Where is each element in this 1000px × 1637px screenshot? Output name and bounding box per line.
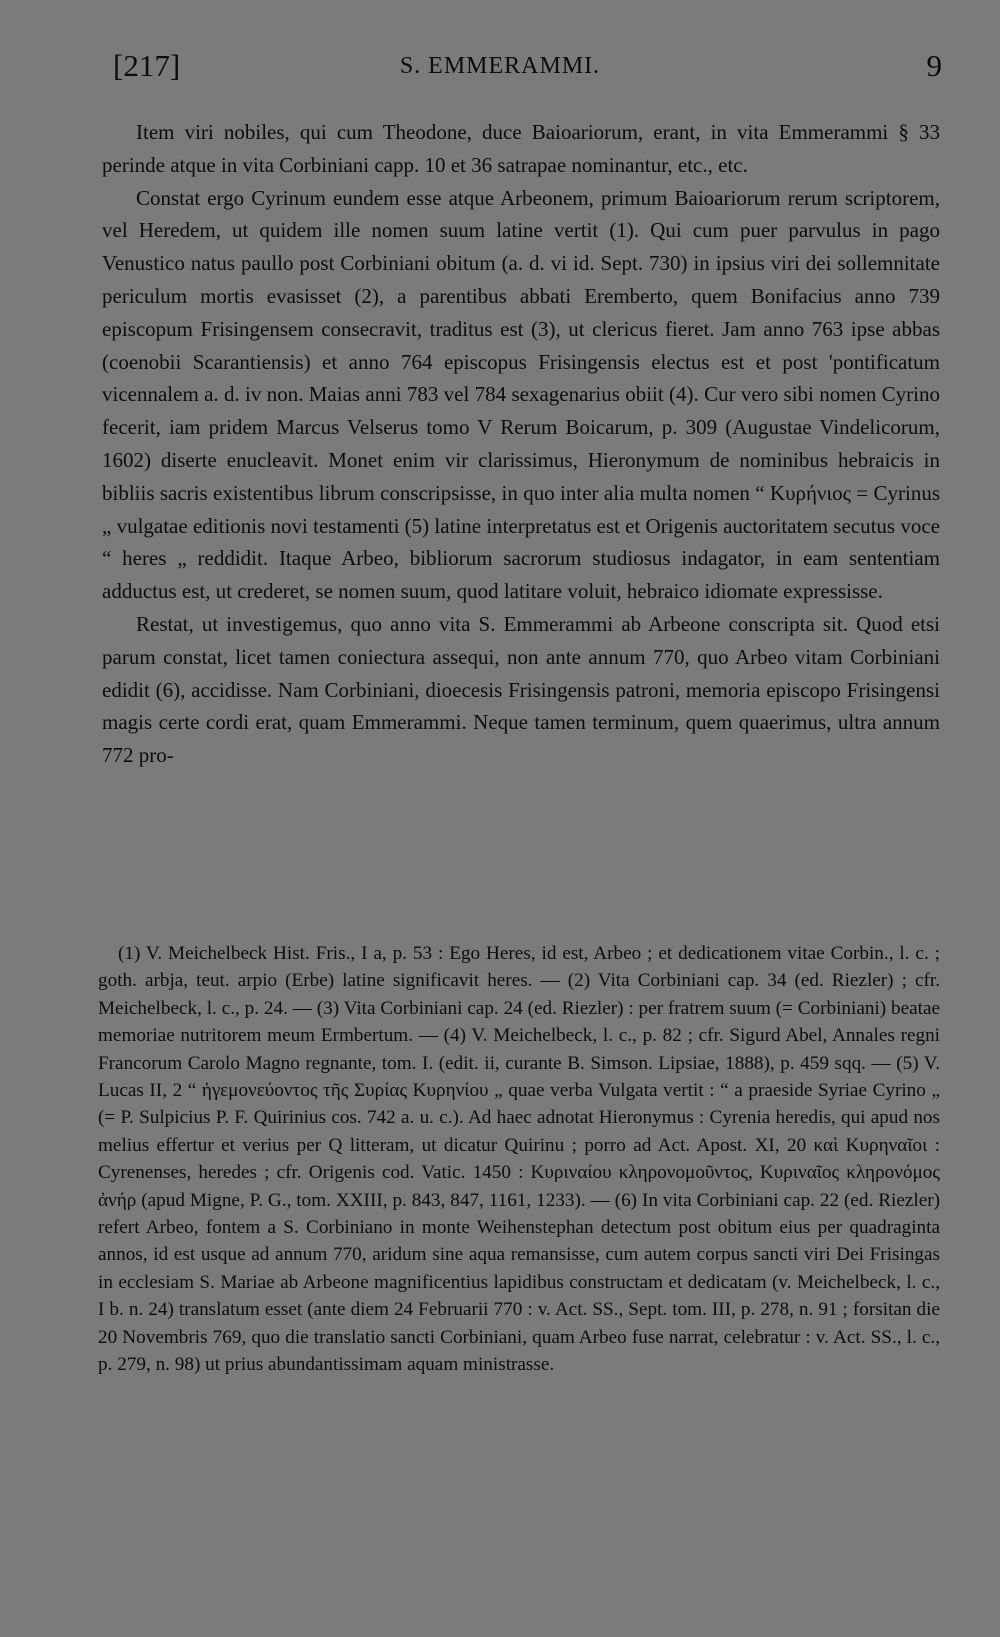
main-text	[102, 116, 940, 772]
page-number: 9	[926, 48, 942, 83]
running-title: S. EMMERAMMI.	[399, 53, 601, 79]
paragraph: Restat, ut investigemus, quo anno vita S. Emmerammi ab Arbeone conscripta sit. Quod etsi parum constat, licet tamen coniectura assequi, non ante annum 770, quo Arbeo vitam Corbiniani edidit (6), accidisse. Nam Corbiniani, dioecesis Frisingensis patroni, memoria episcopo Frisingensi magis certe cordi erat, quam Emmerammi. Neque tamen terminum, quem quaerimus, ultra annum 772 pro-	[102, 611, 940, 768]
paragraph: Item viri nobiles, qui cum Theodone, duce Baioariorum, erant, in vita Emmerammi § 33 perinde atque in vita Corbiniani capp. 10 et 36 satrapae nominantur, etc., etc.	[102, 120, 940, 177]
running-header	[0, 44, 1000, 88]
footnote-text: (1) V. Meichelbeck Hist. Fris., I a, p. 53 : Ego Heres, id est, Arbeo ; et dedicationem vitae Corbin., l. c. ; goth. arbja, teut. arpio (Erbe) latine significavit heres. — (2) Vita Corbiniani cap. 34 (ed. Riezler) ; cfr. Meichelbeck, l. c., p. 24. — (3) Vita Corbiniani cap. 24 (ed. Riezler) : per fratrem suum (= Corbiniani) beatae memoriae nutritorem meum Ermbertum. — (4) V. Meichelbeck, l. c., p. 82 ; cfr. Sigurd Abel, Annales regni Francorum Carolo Magno regnante, tom. I. (edit. ii, curante B. Simson. Lipsiae, 1888), p. 459 sqq. — (5) V. Lucas II, 2 “ ἡγεμονεύοντος τῆς Συρίας Κυρηνίου „ quae verba Vulgata vertit : “ a praeside Syriae Cyrino „ (= P. Sulpicius P. F. Quirinius cos. 742 a. u. c.). Ad haec adnotat Hieronymus : Cyrenia heredis, qui apud nos melius effertur et verius per Q litteram, ut dicatur Quirinu ; porro ad Act. Apost. XI, 20 καὶ Κυρηναῖοι : Cyrenenses, heredes ; cfr. Origenis cod. Vatic. 1450 : Κυριναίου κληρονομοῦντος, Κυριναῖος κληρονόμος ἀνήρ (apud Migne, P. G., tom. XXIII, p. 843, 847, 1161, 1233). — (6) In vita Corbiniani cap. 22 (ed. Riezler) refert Arbeo, fontem a S. Corbiniano in monte Weihenstephan detectum post obitum eius per quadraginta annos, id est usque ad annum 770, aridum sine aqua remansisse, cum autem corpus sancti viri Dei Frisingas in ecclesiam S. Mariae ab Arbeone magnificentius lapidibus constructam et dedicatam (v. Meichelbeck, l. c., I b. n. 24) translatum esset (ante diem 24 Februarii 770 : v. Act. SS., Sept. tom. III, p. 278, n. 91 ; forsitan die 20 Novembris 769, quo die translatio sancti Corbiniani, quam Arbeo fuse narrat, celebratur : v. Act. SS., l. c., p. 279, n. 98) ut prius abundantissimam aquam ministrasse.	[98, 943, 940, 1376]
paragraph: Constat ergo Cyrinum eundem esse atque Arbeonem, primum Baioariorum rerum scriptorem, vel Heredem, ut quidem ille nomen suum latine vertit (1). Qui cum puer parvulus in pago Venustico natus paullo post Corbiniani obitum (a. d. vi id. Sept. 730) in ipsius viri dei sollemnitate periculum mortis evasisset (2), a parentibus abbati Eremberto, quem Bonifacius anno 739 episcopum Frisingensem consecravit, traditus est (3), ut clericus fieret. Jam anno 763 ipse abbas (coenobii Scarantiensis) et anno 764 episcopus Frisingensis electus est et post 'pontificatum vicennalem a. d. iv non. Maias anni 783 vel 784 sexagenarius obiit (4). Cur vero sibi nomen Cyrino fecerit, iam pridem Marcus Velserus tomo V Rerum Boicarum, p. 309 (Augustae Vindelicorum, 1602) diserte enucleavit. Monet enim vir clarissimus, Hieronymum de nominibus hebraicis in bibliis sacris existentibus librum conscripsisse, in quo inter alia multa nomen “ Κυρήνιος = Cyrinus „ vulgatae editionis novi testamenti (5) latine interpretatus est et Origenis auctoritatem secutus voce “ heres „ reddidit. Itaque Arbeo, bibliorum sacrorum studiosus indagator, in eam sententiam adductus est, ut crederet, se nomen suum, quod latitare voluit, hebraico idiomate expressisse.	[102, 185, 940, 604]
footnotes	[98, 940, 940, 1379]
page-ref: [217]	[113, 48, 181, 83]
